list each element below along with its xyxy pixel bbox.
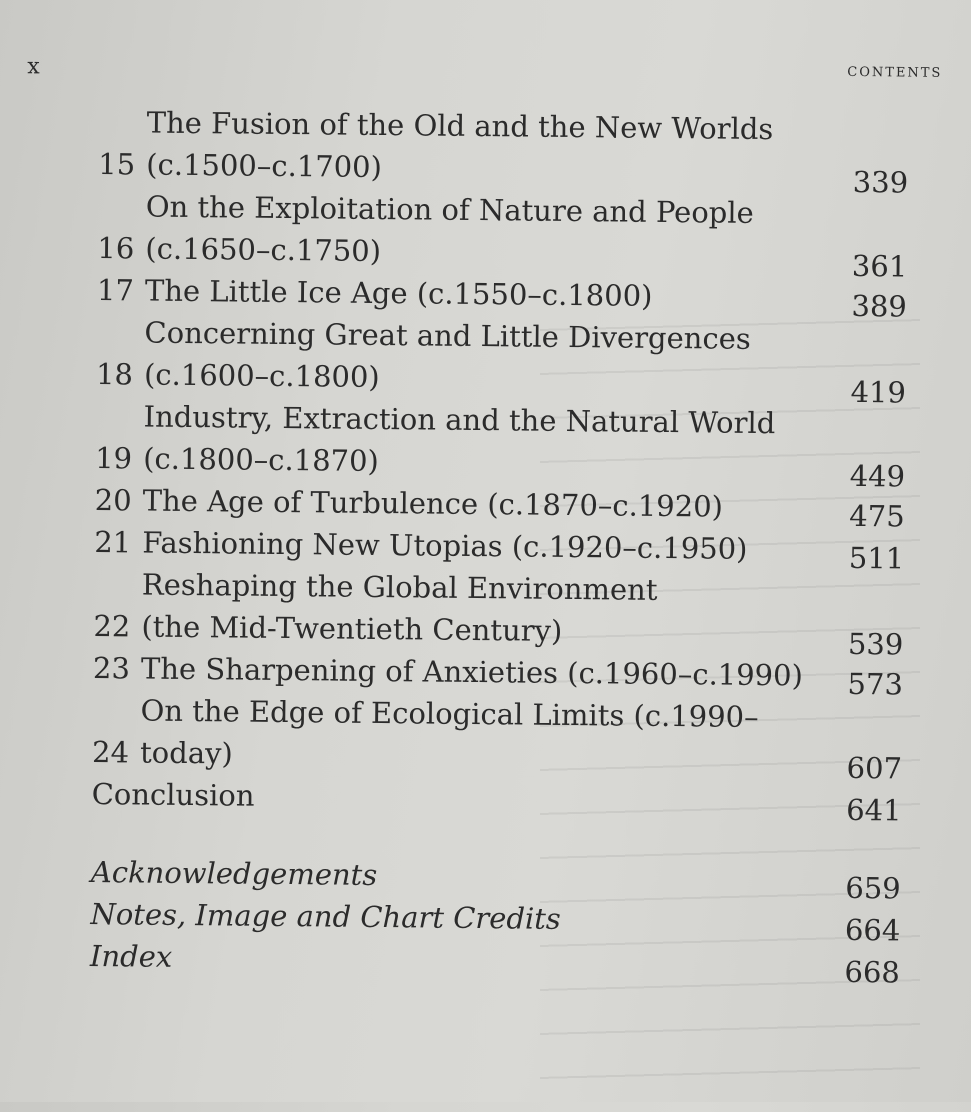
chapter-title-line: (c.1500–c.1700) bbox=[146, 147, 383, 185]
chapter-title-line: On the Edge of Ecological Limits (c.1990–today) bbox=[139, 693, 759, 771]
page-number: 659 bbox=[845, 870, 901, 906]
chapter-title bbox=[142, 522, 824, 571]
chapter-title-line: (c.1600–c.1800) bbox=[143, 357, 380, 394]
running-head: contents bbox=[847, 58, 943, 82]
chapter-number: 21 bbox=[94, 525, 132, 560]
toc-entry-chapter-19 bbox=[95, 395, 906, 494]
page-number: 511 bbox=[848, 540, 905, 576]
toc-entry-chapter-22 bbox=[93, 563, 904, 662]
chapter-number: 15 bbox=[98, 147, 136, 182]
chapter-title bbox=[144, 312, 827, 403]
chapter-number: 22 bbox=[93, 609, 131, 644]
toc-entry-chapter-24 bbox=[91, 689, 903, 786]
chapter-title bbox=[143, 480, 825, 529]
page-number: 475 bbox=[849, 498, 905, 534]
toc-entry-chapter-15 bbox=[98, 101, 909, 200]
page-number: 419 bbox=[850, 374, 907, 410]
chapter-number: 20 bbox=[94, 483, 132, 518]
chapter-title-line: Industry, Extraction and the Natural World bbox=[143, 399, 776, 441]
toc-entry-conclusion bbox=[91, 773, 902, 828]
chapter-title-line: On the Exploitation of Nature and People bbox=[145, 189, 754, 230]
chapter-title-line: Reshaping the Global Environment bbox=[141, 567, 658, 607]
chapter-title bbox=[145, 186, 828, 277]
chapter-title bbox=[140, 690, 823, 781]
page-number: 389 bbox=[851, 288, 908, 324]
chapter-title-line: (the Mid-Twentieth Century) bbox=[141, 609, 563, 648]
chapter-number: 16 bbox=[97, 231, 135, 266]
chapter-title-line: Fashioning New Utopias (c.1920–c.1950) bbox=[142, 525, 748, 566]
chapter-title bbox=[143, 396, 826, 487]
table-of-contents bbox=[89, 101, 909, 990]
page-number: 641 bbox=[846, 792, 902, 828]
chapter-number: 17 bbox=[96, 273, 135, 308]
chapter-title-line: The Sharpening of Anxieties (c.1960–c.1990) bbox=[140, 651, 804, 693]
page-number: 664 bbox=[844, 912, 901, 948]
page-number: 573 bbox=[847, 666, 904, 702]
page-number: 339 bbox=[852, 164, 909, 200]
chapter-number: 24 bbox=[91, 735, 130, 770]
chapter-title-line: (c.1800–c.1870) bbox=[143, 441, 380, 478]
chapter-title bbox=[141, 648, 823, 697]
chapter-title bbox=[146, 102, 829, 193]
back-matter-title: Acknowledgements bbox=[90, 855, 378, 892]
page-folio: x bbox=[27, 54, 41, 80]
toc-entry-chapter-16 bbox=[97, 185, 908, 284]
page-number: 668 bbox=[844, 954, 901, 990]
chapter-title-line: Concerning Great and Little Divergences bbox=[144, 315, 751, 356]
conclusion-title: Conclusion bbox=[91, 777, 255, 813]
page-number: 539 bbox=[847, 626, 904, 662]
back-matter-title: Notes, Image and Chart Credits bbox=[90, 896, 561, 936]
chapter-number: 23 bbox=[92, 651, 131, 686]
back-matter-title: Index bbox=[89, 938, 173, 974]
page-number: 361 bbox=[851, 248, 908, 284]
chapter-title bbox=[141, 564, 824, 655]
toc-entry-index bbox=[89, 935, 901, 990]
chapter-title-line: (c.1650–c.1750) bbox=[145, 231, 382, 269]
chapter-title-line: The Age of Turbulence (c.1870–c.1920) bbox=[142, 483, 724, 524]
chapter-number: 19 bbox=[95, 441, 133, 476]
chapter-title bbox=[145, 270, 827, 319]
toc-entry-chapter-18 bbox=[95, 311, 907, 410]
chapter-title-line: The Fusion of the Old and the New Worlds bbox=[146, 105, 774, 147]
chapter-number: 18 bbox=[95, 357, 134, 392]
page-number: 607 bbox=[846, 750, 903, 786]
page-number: 449 bbox=[849, 458, 906, 494]
chapter-title-line: The Little Ice Age (c.1550–c.1800) bbox=[144, 273, 653, 313]
